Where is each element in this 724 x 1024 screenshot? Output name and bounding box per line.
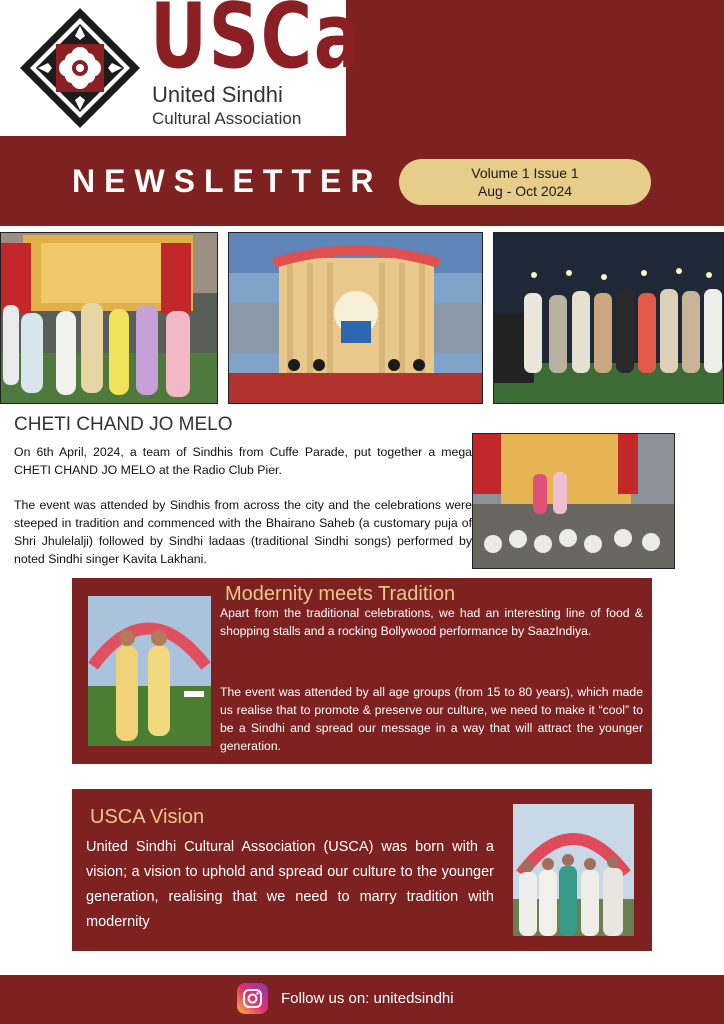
photo-jhulelal-altar (228, 232, 483, 404)
modernity-paragraph-2: The event was attended by all age groups (from 15 to 80 years), which made us realise that to promote & preserve our culture, we need to make it “cool” to be a Sindhi and spread our message in a way that will attract the younger generation. (220, 685, 643, 753)
instagram-glyph-icon (237, 983, 268, 1014)
photo-stage-dancers (0, 232, 218, 404)
usca-emblem-icon (18, 6, 142, 130)
photo-stage-audience (472, 433, 675, 569)
issue-period: Aug - Oct 2024 (477, 183, 573, 199)
photo-stage-audience-image (473, 434, 675, 569)
brand-wordmark: USCa (150, 0, 363, 89)
issue-volume: Volume 1 Issue 1 (471, 165, 579, 181)
photo-stage-dancers-image (1, 233, 218, 404)
article-paragraph-2: The event was attended by Sindhis from across the city and the celebrations were steeped in tradition and commenced with the Bhairano Saheb (a customary puja of Shri Jhulelalji) followed by Sindhi ladaas (traditional Sindhi songs) performed by noted Sindhi singer Kavita Lakhani. (14, 498, 472, 566)
newsletter-title: NEWSLETTER (72, 163, 383, 199)
instagram-icon[interactable] (237, 983, 268, 1014)
photo-performers (88, 596, 211, 746)
photo-group-night (493, 232, 724, 404)
modernity-paragraph-1: Apart from the traditional celebrations, we had an interesting line of food & shopping stalls and a rocking Bollywood performance by SaazIndiya. (220, 606, 643, 638)
photo-vision-group (513, 804, 634, 936)
article-paragraph-1: On 6th April, 2024, a team of Sindhis from Cuffe Parade, put together a mega CHETI CHAND JO MELO at the Radio Club Pier. (14, 445, 472, 477)
issue-badge (399, 159, 651, 205)
follow-us-text[interactable]: Follow us on: unitedsindhi (281, 990, 454, 1007)
footer-band (0, 975, 724, 1024)
article-heading: CHETI CHAND JO MELO (14, 414, 233, 435)
logo-panel (0, 0, 363, 136)
photo-performers-image (88, 596, 211, 746)
photo-vision-group-image (513, 804, 634, 936)
photo-jhulelal-altar-image (229, 233, 483, 404)
photo-group-night-image (494, 233, 724, 404)
org-name-line2: Cultural Association (152, 109, 302, 128)
modernity-title: Modernity meets Tradition (225, 583, 456, 605)
vision-section (72, 789, 652, 951)
vision-title: USCA Vision (90, 806, 205, 828)
modernity-section (72, 578, 652, 764)
org-name-line1: United Sindhi (152, 82, 283, 107)
vision-text: United Sindhi Cultural Association (USCA) was born with a vision; a vision to uphold and spread our culture to the younger generation, realising that we need to marry tradition with modernity (86, 839, 494, 930)
